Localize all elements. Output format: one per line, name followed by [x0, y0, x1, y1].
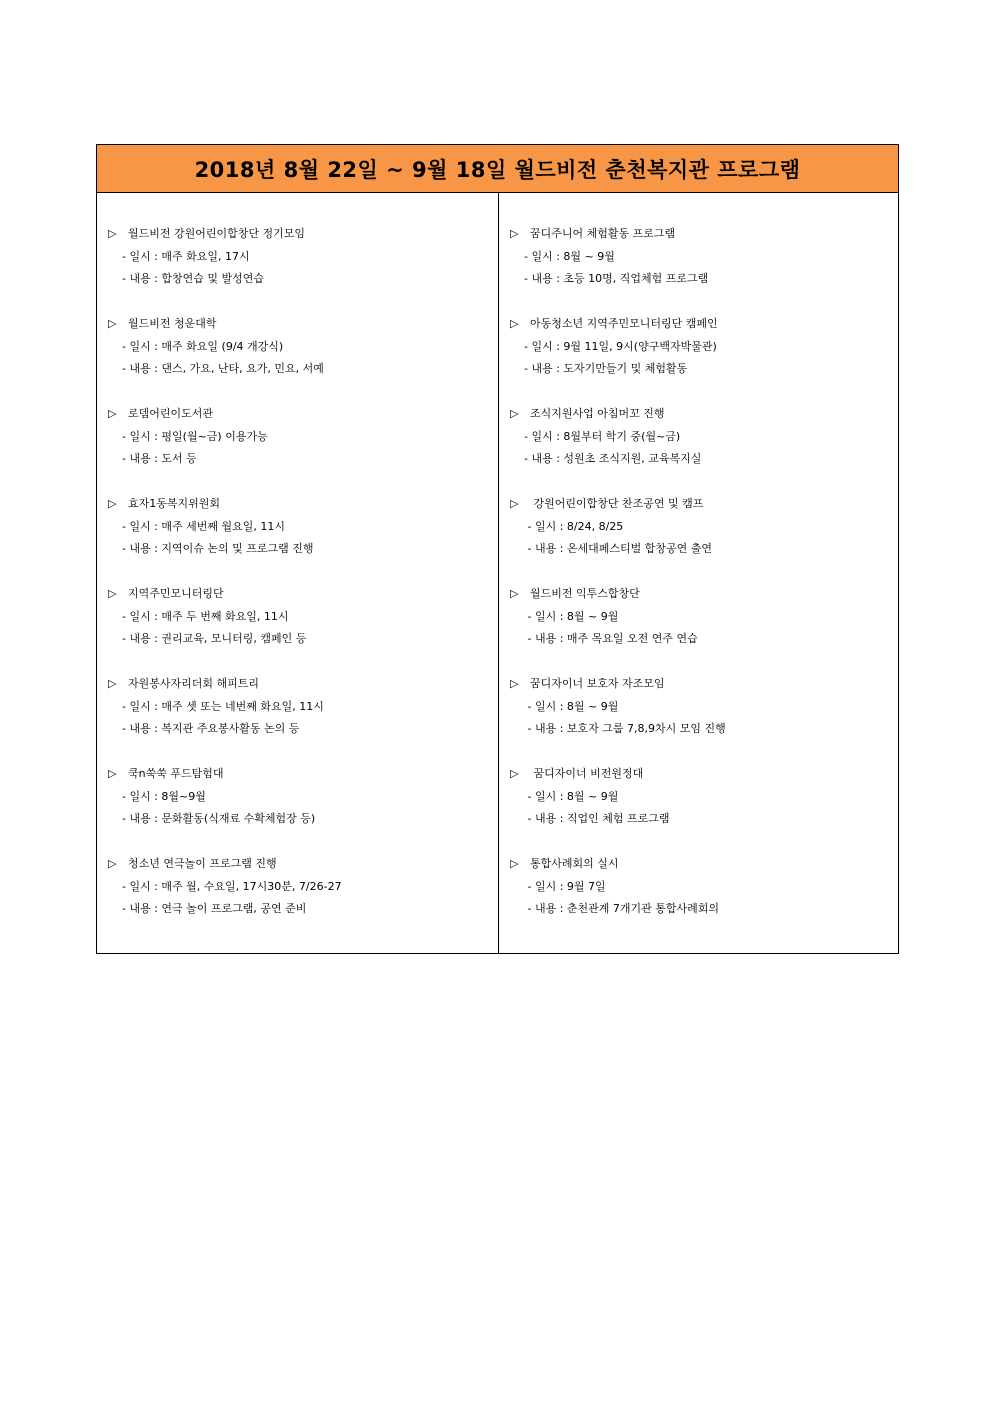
triangle-marker-icon: ▷ [108, 497, 117, 510]
program-date: - 일시 : 매주 셋 또는 네번째 화요일, 11시 [122, 699, 324, 713]
program-item [510, 403, 898, 493]
program-item [108, 583, 498, 673]
program-heading [108, 763, 498, 786]
program-date: - 일시 : 9월 11일, 9시(양구백자박물관) [524, 339, 717, 353]
program-item [108, 403, 498, 493]
program-date: - 일시 : 8월 ~ 9월 [524, 789, 619, 803]
program-date: - 일시 : 8/24, 8/25 [524, 519, 624, 533]
program-heading [510, 763, 898, 786]
program-name: 지역주민모니터링단 [128, 587, 224, 600]
triangle-marker-icon: ▷ [510, 587, 519, 600]
program-heading [510, 223, 898, 246]
program-content: - 내용 : 도서 등 [122, 452, 197, 465]
program-item [108, 763, 498, 853]
program-heading [108, 583, 498, 606]
triangle-marker-icon: ▷ [510, 767, 519, 780]
program-name: 통합사례회의 실시 [530, 857, 619, 870]
program-content: - 내용 : 춘천관계 7개기관 통합사례회의 [524, 902, 720, 915]
program-date: - 일시 : 매주 두 번째 화요일, 11시 [122, 609, 289, 623]
triangle-marker-icon: ▷ [108, 407, 117, 420]
program-name: 청소년 연극놀이 프로그램 진행 [128, 857, 277, 870]
program-content: - 내용 : 초등 10명, 직업체험 프로그램 [524, 272, 709, 285]
program-item [510, 763, 898, 853]
program-date: - 일시 : 8월~9월 [122, 789, 206, 803]
program-content: - 내용 : 온세대페스티벌 합창공연 출연 [524, 542, 713, 555]
program-item [510, 583, 898, 673]
program-date: - 일시 : 매주 화요일, 17시 [122, 249, 250, 263]
triangle-marker-icon: ▷ [510, 227, 519, 240]
program-name: 월드비전 익투스합창단 [530, 587, 640, 600]
program-name: 강원어린이합창단 찬조공연 및 캠프 [530, 497, 704, 510]
program-content: - 내용 : 권리교육, 모니터링, 캠페인 등 [122, 632, 307, 645]
triangle-marker-icon: ▷ [108, 767, 117, 780]
program-item [510, 673, 898, 763]
triangle-marker-icon: ▷ [510, 497, 519, 510]
program-heading [108, 403, 498, 426]
program-content: - 내용 : 지역이슈 논의 및 프로그램 진행 [122, 542, 314, 555]
program-content: - 내용 : 합창연습 및 발성연습 [122, 272, 265, 285]
program-name: 자원봉사자리더회 해피트리 [128, 677, 260, 690]
program-content: - 내용 : 문화활동(식재료 수확체험장 등) [122, 812, 316, 825]
triangle-marker-icon: ▷ [108, 227, 117, 240]
program-content: - 내용 : 댄스, 가요, 난타, 요가, 민요, 서예 [122, 362, 324, 375]
program-content: - 내용 : 매주 목요일 오전 연주 연습 [524, 632, 698, 645]
title-bar [97, 145, 898, 193]
program-date: - 일시 : 매주 세번째 월요일, 11시 [122, 519, 286, 533]
program-heading [108, 673, 498, 696]
program-content: - 내용 : 직업인 체험 프로그램 [524, 812, 670, 825]
program-date: - 일시 : 매주 화요일 (9/4 개강식) [122, 339, 284, 353]
program-heading [108, 223, 498, 246]
program-heading [510, 313, 898, 336]
program-name: 조식지원사업 아침머꼬 진행 [530, 407, 665, 420]
program-item [510, 223, 898, 313]
program-item [108, 223, 498, 313]
program-item [108, 313, 498, 403]
program-date: - 일시 : 8월 ~ 9월 [524, 609, 619, 623]
program-date: - 일시 : 9월 7일 [524, 879, 606, 893]
program-content: - 내용 : 복지관 주요봉사활동 논의 등 [122, 722, 300, 735]
triangle-marker-icon: ▷ [510, 857, 519, 870]
program-item [510, 313, 898, 403]
program-name: 월드비전 강원어린이합창단 정기모임 [128, 227, 306, 240]
program-date: - 일시 : 8월 ~ 9월 [524, 249, 615, 263]
triangle-marker-icon: ▷ [108, 857, 117, 870]
program-item [108, 493, 498, 583]
program-name: 쿡n쑥쑥 푸드탐험대 [128, 767, 224, 780]
program-heading [108, 853, 498, 876]
program-content: - 내용 : 성원초 조식지원, 교육복지실 [524, 452, 702, 465]
program-name: 효자1동복지위원회 [128, 497, 221, 510]
program-item [108, 853, 498, 943]
left-column [97, 193, 499, 953]
program-heading [108, 313, 498, 336]
triangle-marker-icon: ▷ [108, 317, 117, 330]
program-content: - 내용 : 연극 놀이 프로그램, 공연 준비 [122, 902, 307, 915]
program-name: 아동청소년 지역주민모니터링단 캠페인 [530, 317, 718, 330]
program-item [108, 673, 498, 763]
program-name: 꿈디자이너 보호자 자조모임 [530, 677, 665, 690]
program-heading [510, 853, 898, 876]
program-content: - 내용 : 도자기만들기 및 체험활동 [524, 362, 688, 375]
triangle-marker-icon: ▷ [108, 677, 117, 690]
triangle-marker-icon: ▷ [108, 587, 117, 600]
program-name: 꿈디자이너 비전원정대 [530, 767, 644, 780]
page-title: 2018년 8월 22일 ~ 9월 18일 월드비전 춘천복지관 프로그램 [194, 157, 801, 182]
program-name: 꿈디주니어 체험활동 프로그램 [530, 227, 676, 240]
program-heading [510, 583, 898, 606]
triangle-marker-icon: ▷ [510, 407, 519, 420]
program-date: - 일시 : 매주 월, 수요일, 17시30분, 7/26-27 [122, 879, 342, 893]
program-heading [510, 403, 898, 426]
program-date: - 일시 : 8월 ~ 9월 [524, 699, 619, 713]
program-item [510, 853, 898, 943]
program-heading [510, 673, 898, 696]
program-heading [108, 493, 498, 516]
program-date: - 일시 : 8월부터 학기 중(월~금) [524, 429, 681, 443]
program-heading [510, 493, 898, 516]
right-column [499, 193, 898, 953]
triangle-marker-icon: ▷ [510, 677, 519, 690]
triangle-marker-icon: ▷ [510, 317, 519, 330]
program-content: - 내용 : 보호자 그룹 7,8,9차시 모임 진행 [524, 722, 726, 735]
program-date: - 일시 : 평일(월~금) 이용가능 [122, 429, 268, 443]
program-table [96, 144, 899, 954]
program-name: 로뎀어린이도서관 [128, 407, 214, 420]
program-item [510, 493, 898, 583]
program-name: 월드비전 청운대학 [128, 317, 217, 330]
